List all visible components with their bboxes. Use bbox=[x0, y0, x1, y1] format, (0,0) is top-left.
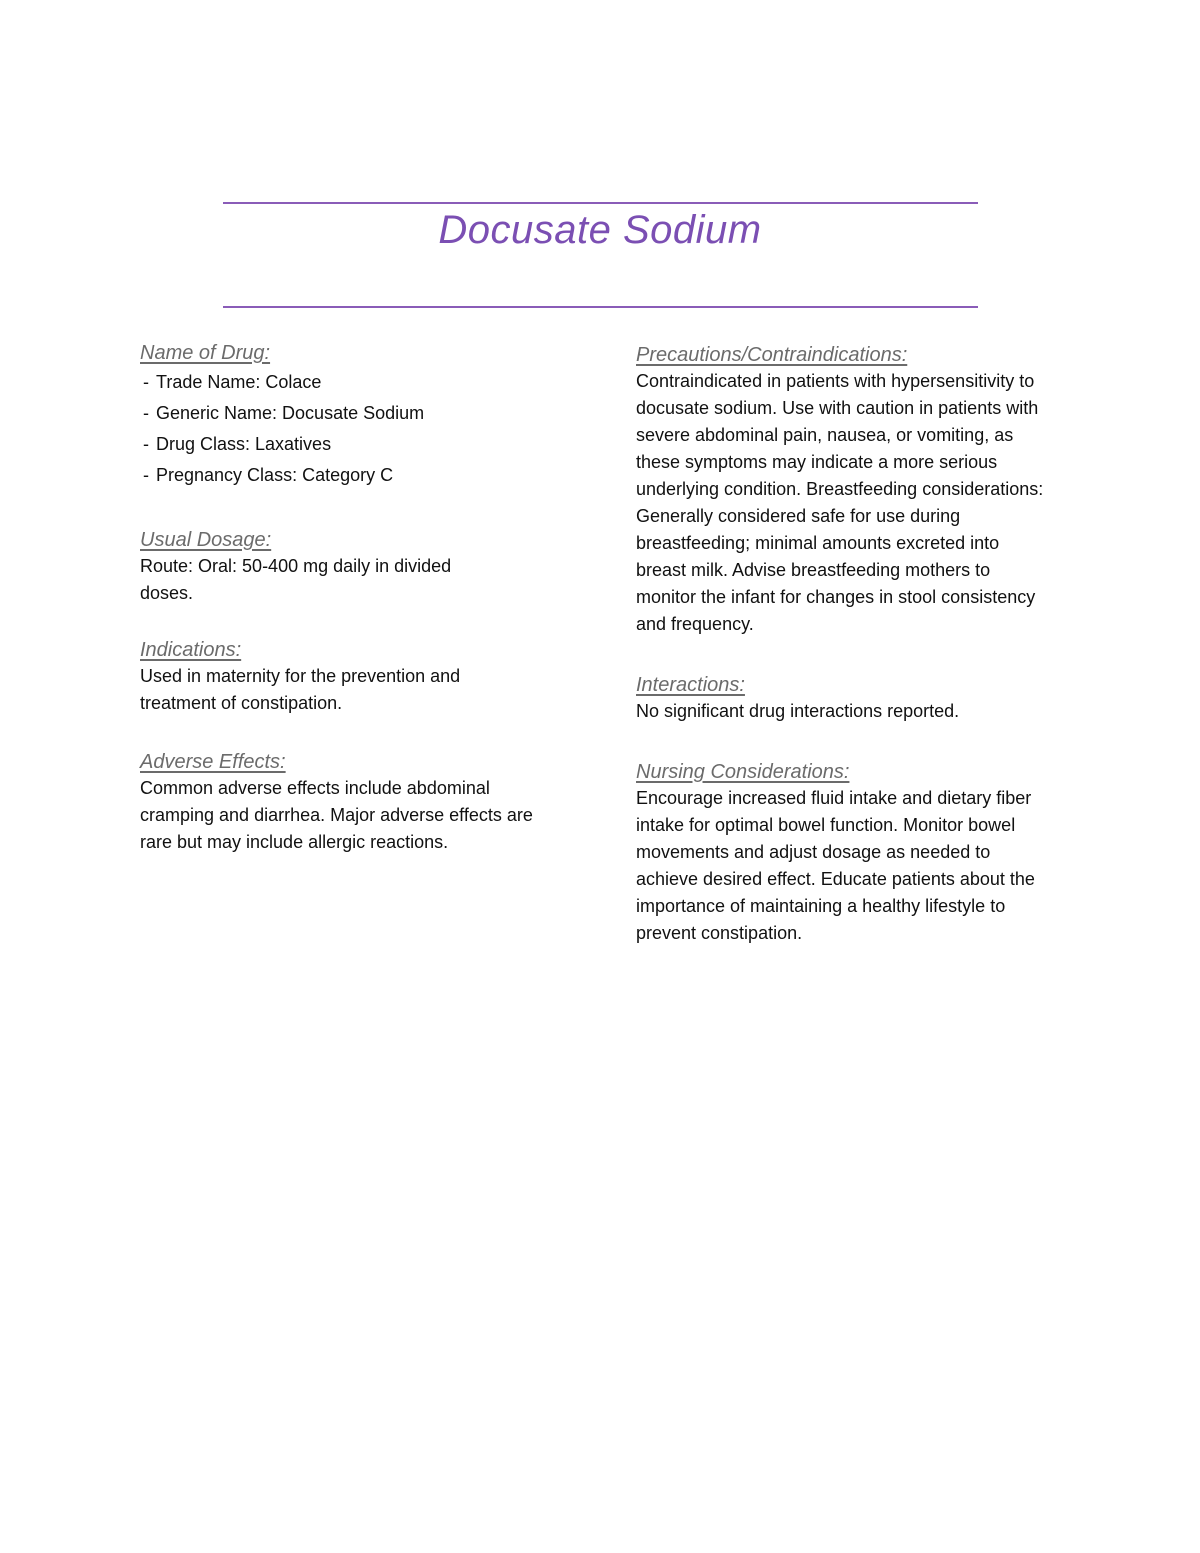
indications-section bbox=[140, 637, 560, 717]
nursing-considerations-text: Encourage increased fluid intake and dietary fiber intake for optimal bowel function. Monitor bowel movements and adjust dosage as needed to achieve desired effect. Educate patients about the importance of maintaining a healthy lifestyle to prevent constipation. bbox=[636, 788, 1035, 943]
page-title: Docusate Sodium bbox=[438, 208, 762, 252]
precautions-section bbox=[636, 342, 1051, 638]
adverse-effects-section bbox=[140, 749, 560, 856]
list-item: - Drug Class: Laxatives bbox=[140, 429, 560, 460]
precautions-text: Contraindicated in patients with hypersensitivity to docusate sodium. Use with caution in patients with severe abdominal pain, nausea, or vomiting, as these symptoms may indicate a more serious underlying condition. Breastfeeding considerations: Generally considered safe for use during breastfeeding; minimal amounts excreted into breast milk. Advise breastfeeding mothers to monitor the infant for changes in stool consistency and frequency. bbox=[636, 371, 1044, 634]
interactions-heading: Interactions: bbox=[636, 674, 745, 696]
nursing-considerations-section bbox=[636, 759, 1051, 947]
indications-heading: Indications: bbox=[140, 639, 242, 661]
drug-info-list bbox=[140, 367, 560, 491]
title-bottom-rule bbox=[223, 306, 978, 308]
nursing-considerations-heading: Nursing Considerations: bbox=[636, 761, 850, 783]
adverse-effects-heading: Adverse Effects: bbox=[140, 751, 286, 773]
interactions-section bbox=[636, 672, 1051, 725]
left-column bbox=[140, 340, 560, 856]
usual-dosage-section bbox=[140, 527, 560, 607]
interactions-text: No significant drug interactions reported. bbox=[636, 701, 960, 721]
list-item: - Pregnancy Class: Category C bbox=[140, 460, 560, 491]
name-of-drug-heading: Name of Drug: bbox=[140, 342, 271, 364]
title-top-rule bbox=[223, 202, 978, 204]
right-column bbox=[636, 342, 1051, 947]
precautions-heading: Precautions/Contraindications: bbox=[636, 344, 908, 366]
usual-dosage-heading: Usual Dosage: bbox=[140, 529, 272, 551]
indications-text: Used in maternity for the prevention and treatment of constipation. bbox=[140, 666, 461, 713]
list-item: - Trade Name: Colace bbox=[140, 367, 560, 398]
usual-dosage-text: Route: Oral: 50-400 mg daily in divided doses. bbox=[140, 556, 452, 603]
name-of-drug-section bbox=[140, 340, 560, 491]
list-item: - Generic Name: Docusate Sodium bbox=[140, 398, 560, 429]
adverse-effects-text: Common adverse effects include abdominal cramping and diarrhea. Major adverse effects are rare but may include allergic reactions. bbox=[140, 778, 533, 852]
